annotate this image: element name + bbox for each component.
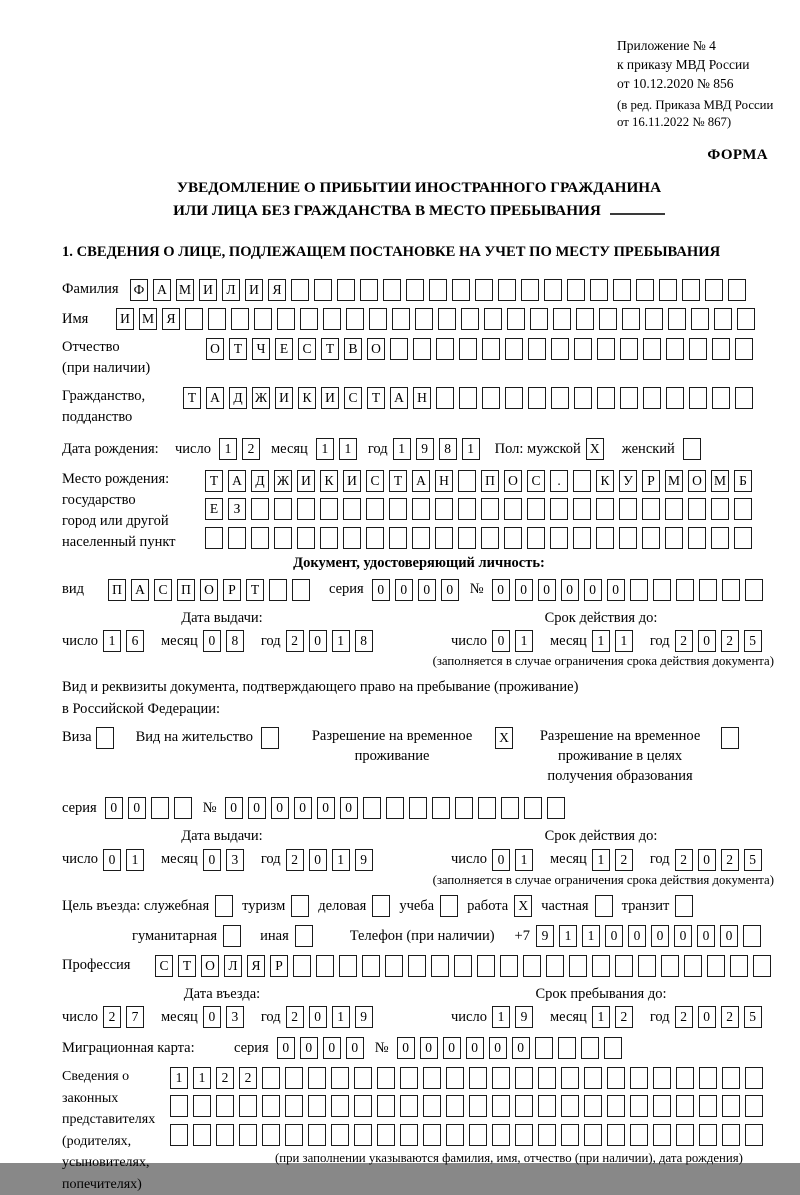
purpose-study-checkbox[interactable] xyxy=(440,895,458,918)
entry-date-col xyxy=(62,984,437,1029)
purpose-service-checkbox[interactable] xyxy=(215,895,233,918)
temp-residence-checkbox[interactable]: X xyxy=(495,726,513,749)
residence-number-boxes[interactable]: 0 0 0 0 0 0 xyxy=(225,796,570,819)
purpose-private-label: частная xyxy=(541,898,589,915)
identity-until-col xyxy=(437,608,776,653)
appendix-line: от 10.12.2020 № 856 xyxy=(617,76,734,91)
section1-heading: 1. СВЕДЕНИЯ О ЛИЦЕ, ПОДЛЕЖАЩЕМ ПОСТАНОВКЕ НА УЧЕТ ПО МЕСТУ ПРЕБЫВАНИЯ xyxy=(62,244,721,260)
representatives-boxes-group xyxy=(170,1066,776,1167)
visa-checkbox[interactable] xyxy=(96,726,114,749)
month-label: месяц xyxy=(549,1009,587,1026)
sex-label: Пол: мужской xyxy=(494,440,581,457)
residence-issue-day[interactable]: 0 1 xyxy=(103,848,149,871)
birthplace-label: Место рождения: государство город или другой населенный пункт xyxy=(62,471,176,551)
birth-year-boxes[interactable]: 1 9 8 1 xyxy=(393,437,485,460)
title-blank-underline xyxy=(610,205,665,215)
birthplace-boxes-row1[interactable]: Т А Д Ж И К И С Т А Н П О С . К У Р М О М Б xyxy=(205,469,757,492)
day-label: число xyxy=(175,440,211,457)
doc-kind-boxes[interactable]: П А С П О Р Т xyxy=(108,578,315,601)
residence-issue-col xyxy=(62,826,437,871)
appendix-line: Приложение № 4 xyxy=(617,38,716,53)
purpose-work-label: работа xyxy=(467,898,509,915)
day-label: число xyxy=(62,851,98,868)
migration-number-boxes[interactable]: 0 0 0 0 0 0 xyxy=(397,1036,627,1059)
stay-day-boxes[interactable]: 1 9 xyxy=(492,1006,538,1029)
purpose-row2 xyxy=(132,924,776,947)
identity-issue-col xyxy=(62,608,437,653)
visa-label: Виза xyxy=(62,729,92,746)
identity-doc-heading: Документ, удостоверяющий личность: xyxy=(293,555,545,572)
citizenship-row xyxy=(62,386,776,428)
purpose-business-checkbox[interactable] xyxy=(372,895,390,918)
profession-label: Профессия xyxy=(62,957,131,974)
purpose-humanitarian-checkbox[interactable] xyxy=(223,924,241,947)
appendix-line: к приказу МВД России xyxy=(617,57,750,72)
purpose-service-label: Цель въезда: служебная xyxy=(62,898,210,915)
purpose-transit-checkbox[interactable] xyxy=(675,895,693,918)
limit-note: (заполняется в случае ограничения срока действия документа) xyxy=(432,872,774,887)
temp-residence-edu-label: Разрешение на временное проживание в целях получения образования xyxy=(539,728,701,785)
identity-doc-row xyxy=(62,578,776,601)
issue-date-label: Дата выдачи: xyxy=(181,609,263,626)
residence-until-day[interactable]: 0 1 xyxy=(492,848,538,871)
identity-doc-dates xyxy=(62,608,776,653)
entry-day-boxes[interactable]: 2 7 xyxy=(103,1006,149,1029)
year-label: год xyxy=(649,633,670,650)
temp-residence-edu-checkbox[interactable] xyxy=(721,726,739,749)
patronymic-boxes[interactable]: О Т Ч Е С Т В О xyxy=(206,337,758,360)
purpose-tourism-label: туризм xyxy=(242,898,286,915)
surname-label: Фамилия xyxy=(62,281,119,297)
birthplace-boxes-row2[interactable]: Е З xyxy=(205,498,757,521)
number-label: № xyxy=(469,581,484,598)
year-label: год xyxy=(649,851,670,868)
purpose-private-checkbox[interactable] xyxy=(595,895,613,918)
representatives-note: (при заполнении указываются фамилия, имя, отчество (при наличии), дата рождения) xyxy=(275,1151,743,1166)
purpose-humanitarian-label: гуманитарная xyxy=(132,927,218,944)
month-label: месяц xyxy=(549,851,587,868)
appendix-reference xyxy=(617,36,776,131)
profession-boxes[interactable]: С Т О Л Я Р xyxy=(155,954,776,977)
purpose-tourism-checkbox[interactable] xyxy=(291,895,309,918)
profession-row xyxy=(62,954,776,977)
sex-female-label: женский xyxy=(621,440,675,457)
sex-female-checkbox[interactable] xyxy=(683,437,701,460)
edition-line: (в ред. Приказа МВД России xyxy=(617,98,774,112)
surname-boxes[interactable]: Ф А М И Л И Я xyxy=(130,278,751,301)
birthplace-boxes-group xyxy=(205,469,776,549)
temp-residence-label: Разрешение на временное проживание xyxy=(311,728,473,765)
identity-until-year[interactable]: 2 0 2 5 xyxy=(675,630,767,653)
residence-series-boxes[interactable]: 0 0 xyxy=(105,796,197,819)
form-title-line1: УВЕДОМЛЕНИЕ О ПРИБЫТИИ ИНОСТРАННОГО ГРАЖДАНИНА xyxy=(176,179,662,196)
birthplace-row xyxy=(62,469,776,553)
migration-series-boxes[interactable]: 0 0 0 0 xyxy=(277,1036,369,1059)
residence-doc-intro2: в Российской Федерации: xyxy=(62,701,221,718)
purpose-other-label: иная xyxy=(260,927,289,944)
residence-doc-intro1: Вид и реквизиты документа, подтверждающего право на пребывание (проживание) xyxy=(62,679,579,696)
year-label: год xyxy=(260,851,281,868)
entry-date-label: Дата въезда: xyxy=(183,985,261,1002)
day-label: число xyxy=(62,633,98,650)
month-label: месяц xyxy=(549,633,587,650)
representatives-boxes-row2[interactable] xyxy=(170,1095,768,1118)
forma-label: ФОРМА xyxy=(707,147,768,163)
doc-series-boxes[interactable]: 0 0 0 0 xyxy=(372,578,464,601)
edition-line: от 16.11.2022 № 867) xyxy=(617,115,732,129)
entry-dates xyxy=(62,984,776,1029)
year-label: год xyxy=(260,1009,281,1026)
form-title xyxy=(62,176,776,222)
phone-label: Телефон (при наличии) xyxy=(349,927,495,944)
identity-issue-year[interactable]: 2 0 1 8 xyxy=(286,630,378,653)
residence-issue-year[interactable]: 2 0 1 9 xyxy=(286,848,378,871)
representatives-boxes-row1[interactable]: 1 1 2 2 xyxy=(170,1066,768,1089)
representatives-row xyxy=(62,1066,776,1195)
doc-kind-label: вид xyxy=(62,581,84,598)
year-label: год xyxy=(649,1009,670,1026)
year-label: год xyxy=(260,633,281,650)
birthplace-boxes-row3[interactable] xyxy=(205,526,757,549)
phone-prefix: +7 xyxy=(514,927,530,944)
issue-date-label: Дата выдачи: xyxy=(181,828,263,845)
limit-note: (заполняется в случае ограничения срока действия документа) xyxy=(432,654,774,669)
name-label: Имя xyxy=(62,310,89,327)
month-label: месяц xyxy=(160,851,198,868)
purpose-study-label: учеба xyxy=(399,898,435,915)
purpose-transit-label: транзит xyxy=(621,898,670,915)
valid-until-label: Срок действия до: xyxy=(544,609,658,626)
day-label: число xyxy=(62,1009,98,1026)
day-label: число xyxy=(451,633,487,650)
residence-until-month[interactable]: 1 2 xyxy=(592,848,638,871)
surname-row xyxy=(62,278,776,301)
stay-year-boxes[interactable]: 2 0 2 5 xyxy=(675,1006,767,1029)
name-row xyxy=(62,308,776,331)
series-label: серия xyxy=(234,1039,269,1056)
patronymic-label: Отчество (при наличии) xyxy=(62,339,151,377)
birth-date-label: Дата рождения: xyxy=(62,440,159,457)
month-label: месяц xyxy=(160,633,198,650)
identity-until-month[interactable]: 1 1 xyxy=(592,630,638,653)
number-label: № xyxy=(374,1039,389,1056)
residence-doc-series-row xyxy=(62,796,776,819)
birth-date-row xyxy=(62,437,776,460)
doc-number-boxes[interactable]: 0 0 0 0 0 0 xyxy=(492,578,768,601)
residence-doc-type-row xyxy=(62,726,776,786)
patronymic-row xyxy=(62,337,776,379)
day-label: число xyxy=(451,851,487,868)
migration-card-label: Миграционная карта: xyxy=(62,1039,195,1056)
day-label: число xyxy=(451,1009,487,1026)
residence-until-year[interactable]: 2 0 2 5 xyxy=(675,848,767,871)
residence-issue-month[interactable]: 0 3 xyxy=(203,848,249,871)
identity-until-day[interactable]: 0 1 xyxy=(492,630,538,653)
citizenship-label: Гражданство, подданство xyxy=(62,388,146,426)
purpose-work-checkbox[interactable]: X xyxy=(514,895,532,918)
migration-card-row xyxy=(62,1036,776,1059)
identity-issue-day[interactable]: 1 6 xyxy=(103,630,149,653)
birth-day-boxes[interactable]: 1 2 xyxy=(219,437,265,460)
month-label: месяц xyxy=(270,440,308,457)
form-title-line2: ИЛИ ЛИЦА БЕЗ ГРАЖДАНСТВА В МЕСТО ПРЕБЫВАНИЯ xyxy=(62,199,776,222)
representatives-boxes-row3[interactable] xyxy=(170,1123,768,1146)
phone-boxes[interactable]: 9 1 1 0 0 0 0 0 0 xyxy=(536,924,766,947)
stay-until-col xyxy=(437,984,776,1029)
purpose-other-checkbox[interactable] xyxy=(295,924,313,947)
stay-month-boxes[interactable]: 1 2 xyxy=(592,1006,638,1029)
number-label: № xyxy=(202,799,217,816)
birth-month-boxes[interactable]: 1 1 xyxy=(316,437,362,460)
purpose-row xyxy=(62,895,776,918)
residence-permit-checkbox[interactable] xyxy=(261,726,279,749)
series-label: серия xyxy=(62,799,97,816)
year-label: год xyxy=(367,440,388,457)
stay-until-label: Срок пребывания до: xyxy=(535,985,667,1002)
series-label: серия xyxy=(329,581,364,598)
representatives-label: Сведения о законных представителях (родителях, усыновителях, попечителях) xyxy=(62,1069,156,1192)
sex-male-checkbox[interactable]: X xyxy=(586,437,604,460)
purpose-business-label: деловая xyxy=(318,898,367,915)
name-boxes[interactable]: И М Я xyxy=(116,308,760,331)
citizenship-boxes[interactable]: Т А Д Ж И К И С Т А Н xyxy=(183,386,758,409)
residence-permit-label: Вид на жительство xyxy=(135,729,254,746)
valid-until-label: Срок действия до: xyxy=(544,828,658,845)
entry-year-boxes[interactable]: 2 0 1 9 xyxy=(286,1006,378,1029)
identity-issue-month[interactable]: 0 8 xyxy=(203,630,249,653)
residence-doc-dates xyxy=(62,826,776,871)
residence-until-col xyxy=(437,826,776,871)
entry-month-boxes[interactable]: 0 3 xyxy=(203,1006,249,1029)
month-label: месяц xyxy=(160,1009,198,1026)
